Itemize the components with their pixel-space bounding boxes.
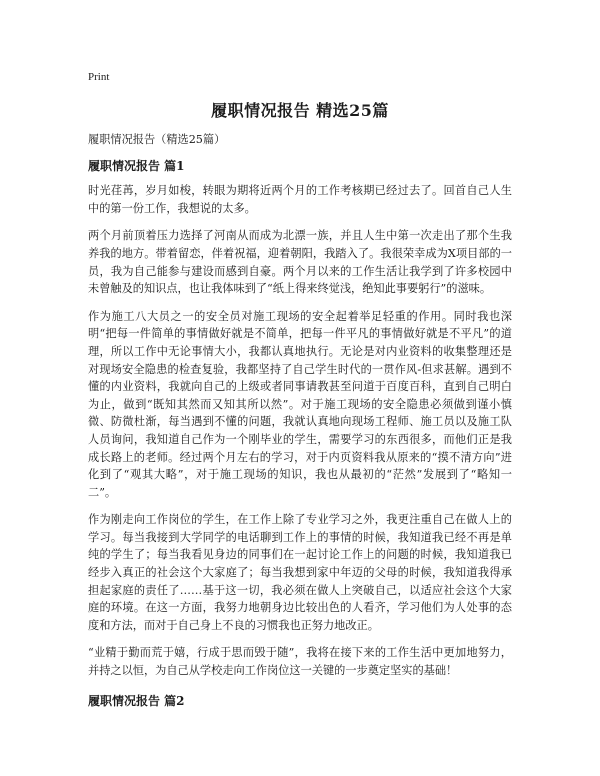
- paragraph: 时光荏苒，岁月如梭，转眼为期将近两个月的工作考核期已经过去了。回首自己人生中的第一份工作，我想说的太多。: [88, 184, 512, 215]
- document-subtitle: 履职情况报告（精选25篇）: [88, 133, 226, 146]
- paragraph: “业精于勤而荒于嬉，行成于思而毁于随”，我将在接下来的工作生活中更加地努力，并持之以恒，为自己从学校走向工作岗位这一关键的一步奠定坚实的基础！: [88, 646, 512, 678]
- paragraph: 作为施工八大员之一的安全员对施工现场的安全起着举足轻重的作用。同时我也深明“把每一件简单的事情做好就是不简单，把每一件平凡的事情做好就是不平凡”的道理，所以工作中无论事情大小，我都认真地执行。无论是对内业资料的收集整理还是对现场安全隐患的检查复验，我都坚持了自己学生时代的一贯作风-但求甚解。遇到不懂的内业资料，我就向自己的上级或者同事请教甚至问道于百度百科，直到自己明白为止，做到“既知其然而又知其所以然”。对于施工现场的安全隐患必须做到谨小慎微、防微杜渐，每当遇到不懂的问题，我就认真地向现场工程师、施工员以及施工队人员询问，我知道自己作为一个刚毕业的学生，需要学习的东西很多，而他们正是我成长路上的老师。经过两个月左右的学习，对于内页资料我从原来的“摸不清方向”进化到了“观其大略”，对于施工现场的知识，我也从最初的“茫然”发展到了“略知一二”。: [88, 309, 512, 499]
- document-title: 履职情况报告 精选25篇: [211, 101, 389, 120]
- paragraph: 两个月前顶着压力选择了河南从而成为北漂一族，并且人生中第一次走出了那个生我养我的地方。带着留恋，伴着祝福，迎着朝阳，我踏入了。我很荣幸成为X项目部的一员，我为自己能参与建设而感到自豪。两个月以来的工作生活让我学到了许多校园中未曾触及的知识点，也让我体味到了“纸上得来终觉浅，绝知此事要躬行”的滋味。: [88, 229, 512, 296]
- section-heading-2: 履职情况报告 篇2: [88, 693, 185, 708]
- document-body: [88, 131, 512, 717]
- paragraph: 作为刚走向工作岗位的学生，在工作上除了专业学习之外，我更注重自己在做人上的学习。每当我接到大学同学的电话聊到工作上的事情的时候，我知道我已经不再是单纯的学生了；每当我看见身边的同事们在一起讨论工作上的问题的时候，我知道我已经步入真正的社会这个大家庭了；每当我想到家中年迈的父母的时候，我知道我得承担起家庭的责任了……基于这一切，我必须在做人上突破自己，以适应社会这个大家庭的环境。在这一方面，我努力地朝身边比较出色的人看齐，学习他们为人处事的态度和方法，而对于自己身上不良的习惯我也正努力地改正。: [88, 513, 512, 632]
- section-heading-1: 履职情况报告 篇1: [88, 158, 185, 173]
- print-link[interactable]: Print: [88, 71, 110, 83]
